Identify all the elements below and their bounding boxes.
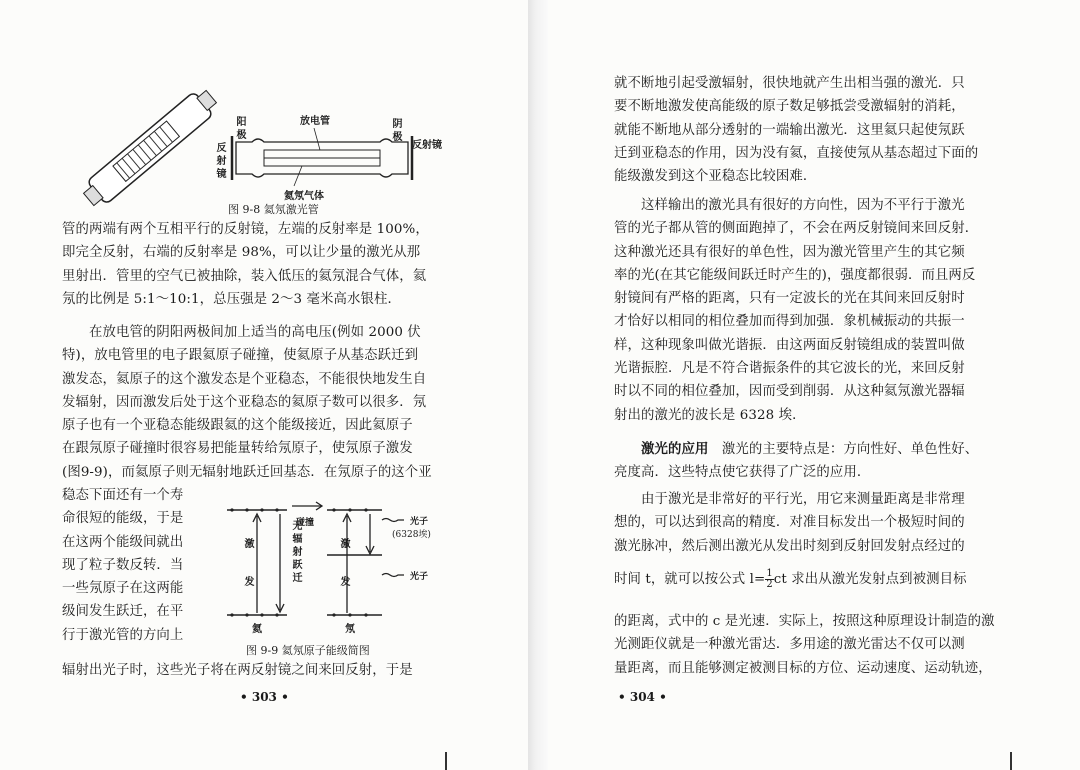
label-discharge-tube: 放电管 xyxy=(300,116,330,127)
text-line: 里射出．管里的空气已被抽除，装入低压的氦氖混合气体，氦 xyxy=(62,268,427,284)
label-gas: 氦氖气体 xyxy=(284,191,324,202)
right-page xyxy=(548,0,1080,770)
text-line: 行于激光管的方向上 xyxy=(62,627,184,643)
text-line: 这样输出的激光具有很好的方向性，因为不平行于激光 xyxy=(614,198,965,213)
text-line: 在放电管的阴阳两极间加上适当的高电压(例如 2000 伏 xyxy=(62,325,421,340)
text-line: 率的光(在其它能级间跃迁时产生的)，强度都很弱．而且两反 xyxy=(614,267,976,283)
left-page xyxy=(0,0,528,770)
text-line: 射镜间有严格的距离，只有一定波长的光在其间来回反射时 xyxy=(614,291,965,307)
label-neon: 氖 xyxy=(345,624,355,635)
text-line: 特)，放电管里的电子跟氦原子碰撞，使氦原子从基态跃迁到 xyxy=(62,348,419,364)
left-paragraph-2 xyxy=(62,321,450,484)
text-line: 辐射出光子时，这些光子将在两反射镜之间来回反射，于是 xyxy=(62,663,413,678)
formula-fraction xyxy=(765,569,773,590)
text-line: 想的，可以达到很高的精度．对准目标发出一个极短时间的 xyxy=(614,515,965,531)
text-line: 稳态下面还有一个寿 xyxy=(62,488,184,503)
label-collision: 碰撞 xyxy=(296,518,315,528)
text-line: 命很短的能级，于是 xyxy=(62,511,184,527)
text-line: 要不断地激发使高能级的原子数足够抵尝受激辐射的消耗， xyxy=(614,99,965,115)
label-nonradiative: 无辐射跃迁 xyxy=(290,520,301,585)
text-line: 管的两端有两个互相平行的反射镜，左端的反射率是 100%， xyxy=(62,222,429,237)
formula-line xyxy=(614,568,1014,591)
text-line: 氖的比例是 5:1～10:1，总压强是 2～3 毫米高水银柱． xyxy=(62,291,401,307)
scan-mark xyxy=(445,752,447,770)
text-line xyxy=(614,568,1014,591)
formula-before: 时间 t，就可以按公式 l= xyxy=(614,572,766,587)
right-paragraph-4 xyxy=(614,488,1014,558)
text-line: 在跟氖原子碰撞时很容易把能量转给氖原子，使氖原子激发 xyxy=(62,441,413,457)
text-line: 就能不断地从部分透射的一端输出激光．这里氦只起使氖跃 xyxy=(614,122,965,138)
text-line: 时以不同的相位叠加，因而受到削弱．从这种氦氖激光器辐 xyxy=(614,384,965,400)
text-line: 才恰好以相同的相位叠加而得到加强．象机械振动的共振一 xyxy=(614,314,965,330)
section-heading xyxy=(614,441,708,457)
right-paragraph-1 xyxy=(614,72,1014,188)
text-line: 由于激光是非常好的平行光，用它来测量距离是非常理 xyxy=(614,492,965,507)
label-anode: 阳极 xyxy=(234,116,245,142)
left-last-line xyxy=(62,659,450,682)
text-line: 射出的激光的波长是 6328 埃． xyxy=(614,407,806,423)
text-line: 样，这种现象叫做光谐振．由这两面反射镜组成的装置叫做 xyxy=(614,337,965,353)
text-line: 量距离，而且能够测定被测目标的方位、运动速度、运动轨迹， xyxy=(614,660,992,676)
scan-mark xyxy=(1010,752,1012,770)
text-line: 就不断地引起受激辐射，很快地就产生出相当强的激光．只 xyxy=(614,76,965,91)
label-photon-right: 光子 xyxy=(410,572,429,582)
label-helium: 氦 xyxy=(252,624,262,635)
text-line: 能级激发到这个亚稳态比较困难． xyxy=(614,169,817,185)
text-line: 现了粒子数反转．当 xyxy=(62,557,184,573)
laser-tube-illustration xyxy=(70,78,230,218)
label-wavelength: (6328埃) xyxy=(392,530,431,540)
text-line: 光测距仪就是一种激光雷达．多用途的激光雷达不仅可以测 xyxy=(614,637,965,653)
label-excite-left: 激发 xyxy=(242,538,253,614)
page-number-303: • 303 • xyxy=(240,690,289,704)
text-line: 的距离，式中的 c 是光速．实际上，按照这种原理设计制造的激 xyxy=(614,614,995,629)
right-paragraph-5 xyxy=(614,610,1014,680)
label-excite-right: 激发 xyxy=(338,538,349,614)
text-line: 原子也有一个亚稳态能级跟氦的这个能级接近，因此氦原子 xyxy=(62,418,413,434)
text-line: 一些氖原子在这两能 xyxy=(62,581,184,597)
text-line: (图9-9)，而氦原子则无辐射地跃迁回基态．在氖原子的这个亚 xyxy=(62,464,432,480)
text-line: 迁到亚稳态的作用，因为没有氦，直接使氖从基态超过下面的 xyxy=(614,145,979,161)
fraction-numerator: 1 xyxy=(766,568,773,579)
text-line: 级间发生跃迁，在平 xyxy=(62,604,184,620)
page-number-304: • 304 • xyxy=(618,690,667,704)
fraction-denominator: 2 xyxy=(766,579,773,590)
text-line: 在这两个能级间就出 xyxy=(62,534,184,550)
text-line: 光谐振腔．凡是不符合谐振条件的其它波长的光，来回反射 xyxy=(614,361,965,377)
heading-continuation: 激光的主要特点是：方向性好、单色性好、 xyxy=(708,442,979,457)
energy-level-diagram xyxy=(222,500,442,625)
text-line: 亮度高．这些特点使它获得了广泛的应用． xyxy=(614,465,871,481)
right-paragraph-3 xyxy=(614,438,1014,485)
label-reflector-left: 反射镜 xyxy=(214,142,225,181)
label-photon-top: 光子 xyxy=(410,517,429,527)
left-paragraph-1 xyxy=(62,218,450,311)
text-line: 管的光子都从管的侧面跑掉了，不会在两反射镜间来回反射． xyxy=(614,221,979,237)
figure-9-8-caption: 图 9-8 氦氖激光管 xyxy=(228,203,319,216)
book-gutter xyxy=(528,0,548,770)
right-paragraph-2 xyxy=(614,194,1014,427)
figure-9-9-caption: 图 9-9 氦氖原子能级简图 xyxy=(246,644,370,657)
text-line: 即完全反射，右端的反射率是 98%，可以让少量的激光从那 xyxy=(62,245,421,261)
label-cathode: 阴极 xyxy=(390,118,401,144)
text-line xyxy=(614,438,1014,461)
formula-after: ct 求出从激光发射点到被测目标 xyxy=(773,572,967,587)
section-heading-text: 激光的应用 xyxy=(640,441,709,457)
text-line: 激发态，氦原子的这个激发态是个亚稳态，不能很快地发生自 xyxy=(62,371,427,387)
text-line: 激光脉冲，然后测出激光从发出时刻到反射回发射点经过的 xyxy=(614,538,965,554)
text-line: 这种激光还具有很好的单色性，因为激光管里产生的其它频 xyxy=(614,244,965,260)
text-line: 发辐射，因而激发后处于这个亚稳态的氦原子数可以很多．氖 xyxy=(62,394,427,410)
label-reflector-right: 反射镜 xyxy=(412,140,442,151)
left-paragraph-3 xyxy=(62,484,212,647)
